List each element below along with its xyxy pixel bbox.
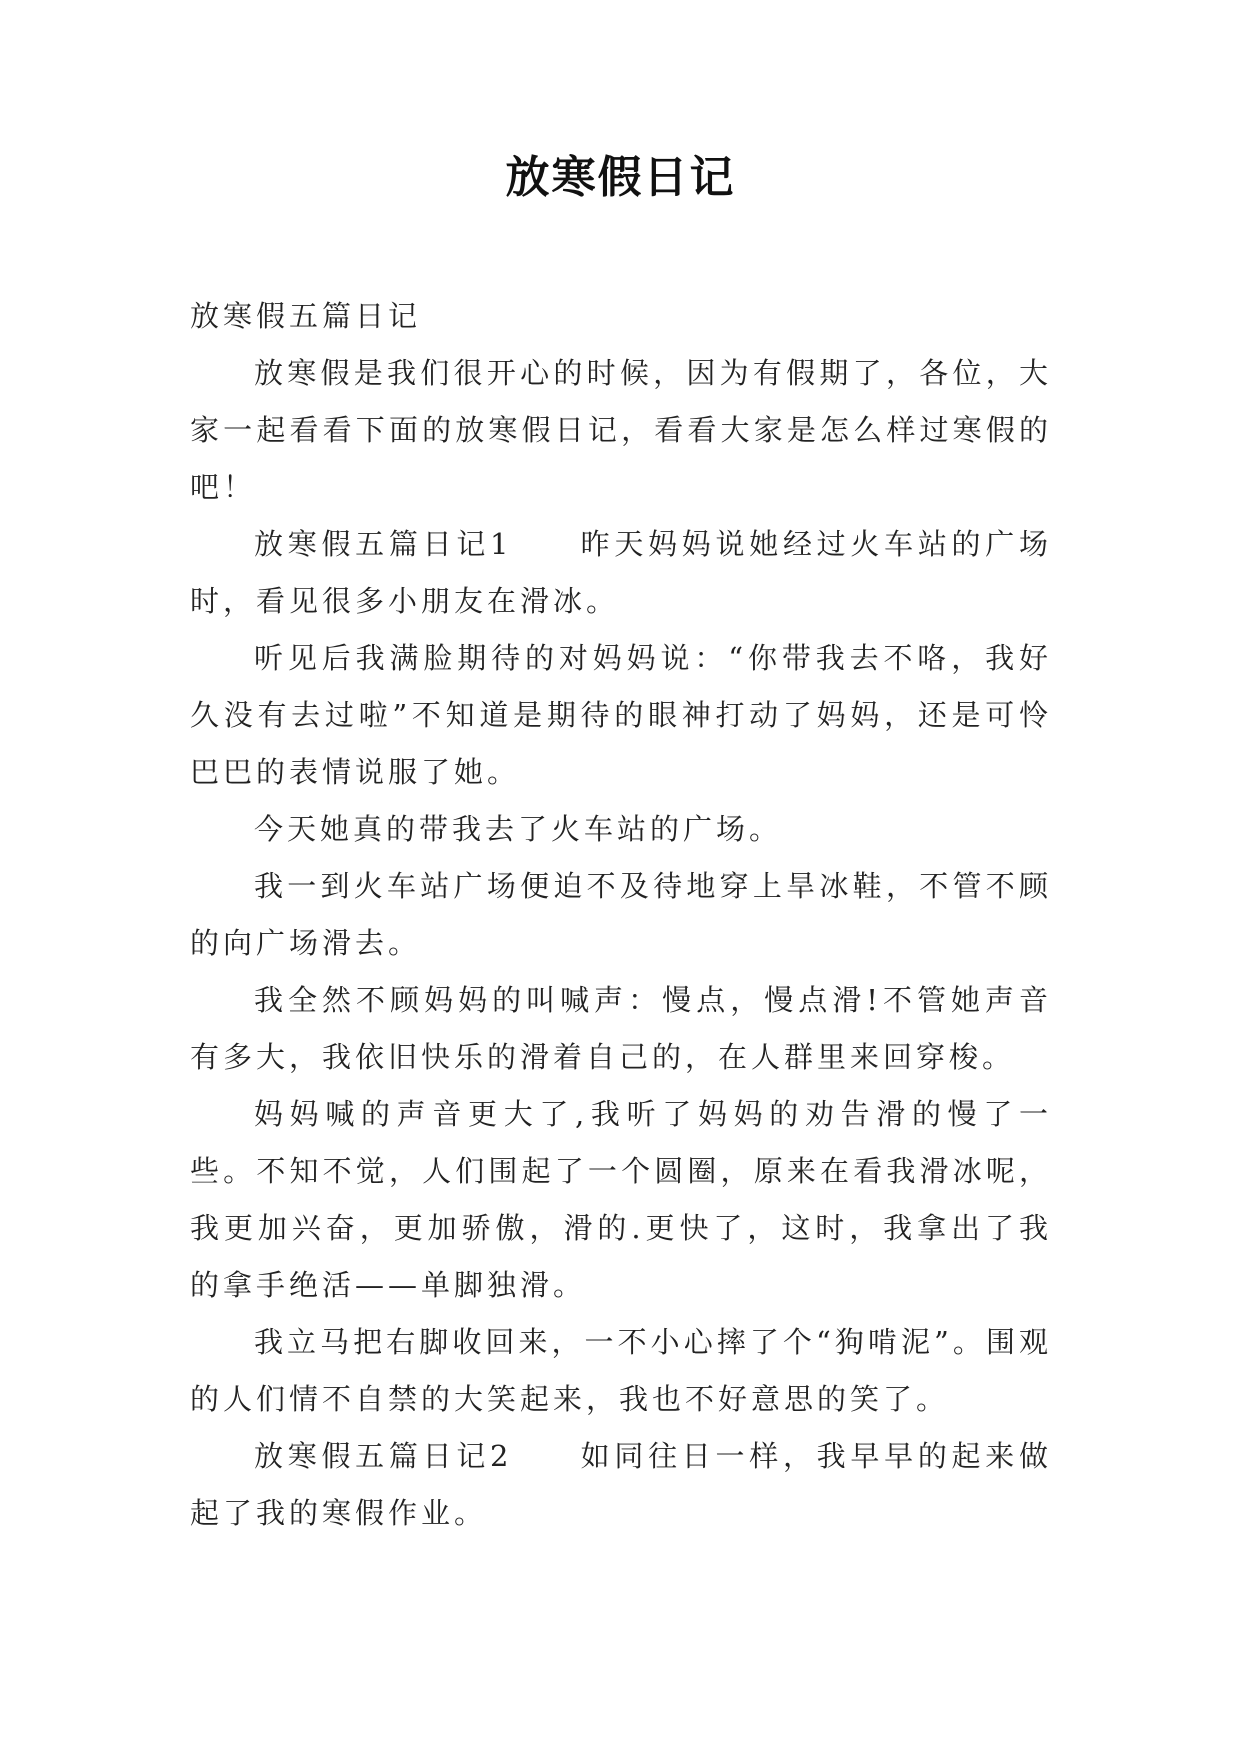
paragraph-skating: 我全然不顾妈妈的叫喊声：慢点，慢点滑!不管她声音有多大，我依旧快乐的滑着自己的，在人群里来回穿梭。 bbox=[190, 983, 1052, 1074]
paragraph-fall: 我立马把右脚收回来，一不小心摔了个“狗啃泥”。围观的人们情不自禁的大笑起来，我也不好意思的笑了。 bbox=[190, 1325, 1052, 1416]
paragraph-diary-1-opening: 放寒假五篇日记1 昨天妈妈说她经过火车站的广场时，看见很多小朋友在滑冰。 bbox=[190, 527, 1052, 618]
paragraph-crowd: 妈妈喊的声音更大了,我听了妈妈的劝告滑的慢了一些。不知不觉，人们围起了一个圆圈，原来在看我滑冰呢，我更加兴奋，更加骄傲，滑的.更快了，这时，我拿出了我的拿手绝活——单脚独滑。 bbox=[190, 1097, 1052, 1302]
paragraph-intro: 放寒假是我们很开心的时候，因为有假期了，各位，大家一起看看下面的放寒假日记，看看大家是怎么样过寒假的吧！ bbox=[190, 356, 1052, 504]
paragraph-arrival: 我一到火车站广场便迫不及待地穿上旱冰鞋，不管不顾的向广场滑去。 bbox=[190, 869, 1052, 960]
document-body bbox=[190, 288, 1052, 1542]
paragraph-today: 今天她真的带我去了火车站的广场。 bbox=[254, 812, 783, 846]
document-subtitle: 放寒假五篇日记 bbox=[190, 299, 422, 333]
paragraph-diary-2-opening: 放寒假五篇日记2 如同往日一样，我早早的起来做起了我的寒假作业。 bbox=[190, 1439, 1052, 1530]
paragraph-request: 听见后我满脸期待的对妈妈说：“你带我去不咯，我好久没有去过啦”不知道是期待的眼神打动了妈妈，还是可怜巴巴的表情说服了她。 bbox=[190, 641, 1052, 789]
document-title: 放寒假日记 bbox=[505, 152, 736, 203]
